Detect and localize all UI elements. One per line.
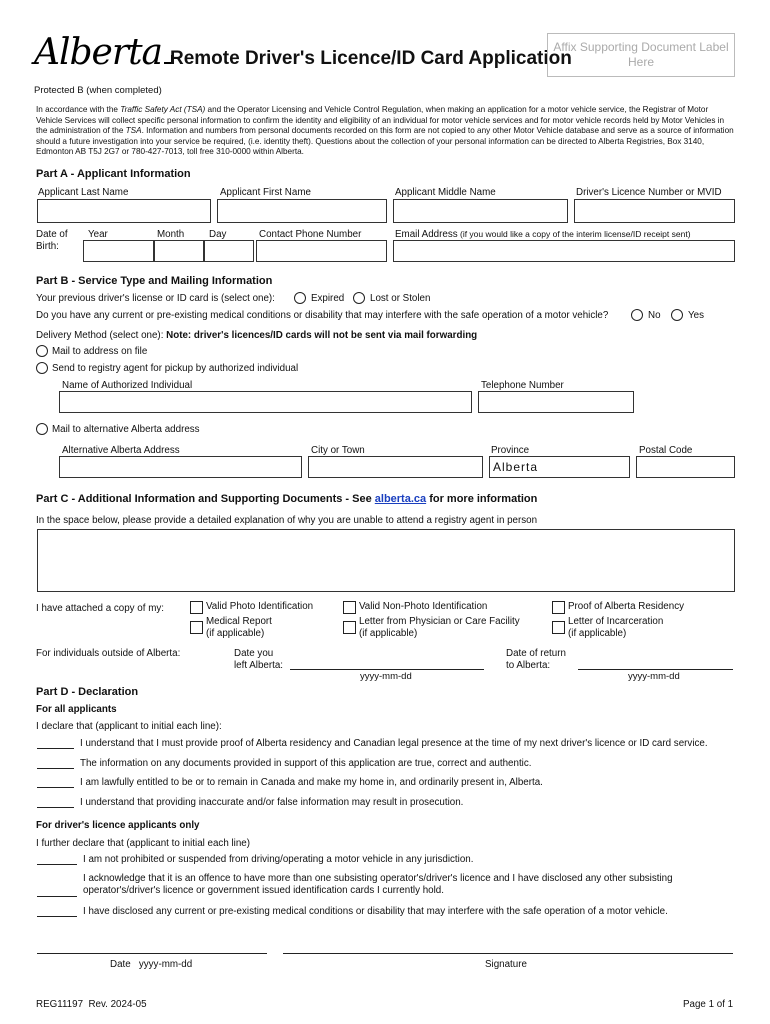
declaration-3: I am lawfully entitled to be or to remain in Canada and make my home in, and ordinarily present in, Alberta. (80, 777, 543, 788)
registry-pickup-label: Send to registry agent for pickup by authorized individual (52, 363, 299, 374)
auth-phone-input[interactable] (478, 391, 634, 413)
affix-label-area: Affix Supporting Document Label Here (547, 33, 735, 77)
signature-label: Signature (485, 959, 527, 970)
medical-report-label: Medical Report (if applicable) (206, 616, 272, 639)
part-a-heading: Part A - Applicant Information (36, 168, 191, 180)
initial-line-3[interactable] (37, 787, 74, 788)
city-input[interactable] (308, 456, 483, 478)
explanation-label: In the space below, please provide a detailed explanation of why you are unable to attend a registry agent in person (36, 515, 538, 526)
auth-phone-label: Telephone Number (481, 380, 564, 391)
initial-line-7[interactable] (37, 916, 77, 917)
date-signature-line[interactable] (37, 953, 267, 954)
alt-address-option-label: Mail to alternative Alberta address (52, 424, 200, 435)
signature-line[interactable] (283, 953, 733, 954)
first-name-label: Applicant First Name (220, 187, 311, 198)
declaration-1: I understand that I must provide proof of Alberta residency and Canadian legal presence at the time of my next driver's licence or ID card service. (80, 738, 708, 749)
declare-label: I declare that (applicant to initial each line): (36, 721, 222, 732)
declaration-5: I am not prohibited or suspended from driving/operating a motor vehicle in any jurisdiction. (83, 854, 474, 865)
further-declare-label: I further declare that (applicant to initial each line) (36, 838, 251, 849)
postal-input[interactable] (636, 456, 735, 478)
left-alberta-label: Date you left Alberta: (234, 648, 284, 671)
province-input[interactable]: Alberta (489, 456, 630, 478)
day-label: Day (209, 229, 227, 240)
delivery-method-label: Delivery Method (select one): Note: driver's licences/ID cards will not be sent via mail forwarding (36, 330, 478, 341)
phone-input[interactable] (256, 240, 387, 262)
residency-label: Proof of Alberta Residency (568, 601, 684, 612)
initial-line-1[interactable] (37, 748, 74, 749)
lost-radio[interactable] (353, 292, 365, 304)
all-applicants-label: For all applicants (36, 704, 117, 715)
part-c-heading: Part C - Additional Information and Supporting Documents - See alberta.ca for more information (36, 493, 538, 505)
medical-report-checkbox[interactable] (190, 621, 203, 634)
middle-name-label: Applicant Middle Name (395, 187, 496, 198)
dob-day-input[interactable] (204, 240, 254, 262)
previous-card-label: Your previous driver's license or ID card is (select one): (36, 293, 275, 304)
intro-text: In accordance with the Traffic Safety Act (TSA) and the Operator Licensing and Vehicle Control Regulation, when making an application for a motor vehicle service, the Registrar of Motor Vehicle Services will collect specific personal information to confirm the identity and eligibility of an individual for motor vehicle services and for motor vehicle records held by Motor Vehicles in the administration of the TSA. Information and numbers from personal documents recorded on this form are not copied to any other Motor Vehicle database and serve as a source of information should a future investigation into your service be required, (i.e. identity theft). Questions about the collection of your personal information can be directed to Alberta Registries, Box 3140, Edmonton AB T5J 2G7 or 780-427-7013, toll free 310-0000 within Alberta. (36, 105, 734, 156)
expired-radio[interactable] (294, 292, 306, 304)
email-input[interactable] (393, 240, 735, 262)
medical-yes-label: Yes (688, 310, 704, 321)
non-photo-id-checkbox[interactable] (343, 601, 356, 614)
registry-pickup-radio[interactable] (36, 362, 48, 374)
expired-label: Expired (311, 293, 345, 304)
attached-label: I have attached a copy of my: (36, 603, 164, 614)
return-alberta-label: Date of return to Alberta: (506, 648, 566, 671)
form-id: REG11197 Rev. 2024-05 (36, 999, 147, 1010)
part-b-heading: Part B - Service Type and Mailing Information (36, 275, 273, 287)
mail-file-radio[interactable] (36, 345, 48, 357)
mail-file-label: Mail to address on file (52, 346, 148, 357)
photo-id-label: Valid Photo Identification (206, 601, 314, 612)
return-alberta-date-line[interactable] (578, 669, 733, 670)
alt-address-input[interactable] (59, 456, 302, 478)
physician-letter-checkbox[interactable] (343, 621, 356, 634)
medical-question: Do you have any current or pre-existing medical conditions or disability that may interfere with the safe operation of a motor vehicle? (36, 310, 609, 321)
phone-label: Contact Phone Number (259, 229, 362, 240)
dob-year-input[interactable] (83, 240, 154, 262)
alt-address-radio[interactable] (36, 423, 48, 435)
middle-name-input[interactable] (393, 199, 568, 223)
medical-no-label: No (648, 310, 661, 321)
auth-name-input[interactable] (59, 391, 472, 413)
medical-no-radio[interactable] (631, 309, 643, 321)
initial-line-2[interactable] (37, 768, 74, 769)
dob-label: Date of Birth: (36, 229, 68, 252)
protected-label: Protected B (when completed) (34, 85, 162, 96)
alberta-logo: Alberta (34, 32, 173, 73)
photo-id-checkbox[interactable] (190, 601, 203, 614)
initial-line-4[interactable] (37, 807, 74, 808)
declaration-2: The information on any documents provided in support of this application are true, correct and authentic. (80, 758, 532, 769)
return-date-format: yyyy-mm-dd (628, 671, 680, 682)
medical-yes-radio[interactable] (671, 309, 683, 321)
outside-alberta-label: For individuals outside of Alberta: (36, 648, 181, 659)
last-name-input[interactable] (37, 199, 211, 223)
left-alberta-date-line[interactable] (290, 669, 484, 670)
form-title: Remote Driver's Licence/ID Card Application (170, 48, 572, 69)
date-label: Date yyyy-mm-dd (110, 959, 193, 970)
licence-number-input[interactable] (574, 199, 735, 223)
email-label: Email Address (if you would like a copy of the interim license/ID receipt sent) (395, 229, 691, 240)
part-d-heading: Part D - Declaration (36, 686, 139, 698)
year-label: Year (88, 229, 108, 240)
lost-label: Lost or Stolen (370, 293, 431, 304)
incarceration-label: Letter of Incarceration (if applicable) (568, 616, 664, 639)
incarceration-checkbox[interactable] (552, 621, 565, 634)
province-label: Province (491, 445, 530, 456)
non-photo-id-label: Valid Non-Photo Identification (359, 601, 488, 612)
postal-label: Postal Code (639, 445, 693, 456)
last-name-label: Applicant Last Name (38, 187, 129, 198)
left-date-format: yyyy-mm-dd (360, 671, 412, 682)
dob-month-input[interactable] (154, 240, 204, 262)
explanation-textarea[interactable] (37, 529, 735, 592)
city-label: City or Town (311, 445, 365, 456)
initial-line-6[interactable] (37, 896, 77, 897)
month-label: Month (157, 229, 185, 240)
declaration-6: I acknowledge that it is an offence to have more than one subsisting operator's/driver's licence and I have disclosed any other subsisting operator's/driver's licence or government issued identification cards I currently hold. (83, 873, 673, 896)
alberta-link[interactable]: alberta.ca (374, 493, 427, 505)
first-name-input[interactable] (217, 199, 387, 223)
dl-only-label: For driver's licence applicants only (36, 820, 200, 831)
auth-name-label: Name of Authorized Individual (62, 380, 193, 391)
licence-number-label: Driver's Licence Number or MVID (576, 187, 722, 198)
declaration-4: I understand that providing inaccurate and/or false information may result in prosecution. (80, 797, 464, 808)
alt-address-label: Alternative Alberta Address (62, 445, 180, 456)
physician-letter-label: Letter from Physician or Care Facility (if applicable) (359, 616, 520, 639)
initial-line-5[interactable] (37, 864, 77, 865)
declaration-7: I have disclosed any current or pre-existing medical conditions or disability that may interfere with the safe operation of a motor vehicle. (83, 906, 668, 917)
residency-checkbox[interactable] (552, 601, 565, 614)
page-number: Page 1 of 1 (683, 999, 734, 1010)
